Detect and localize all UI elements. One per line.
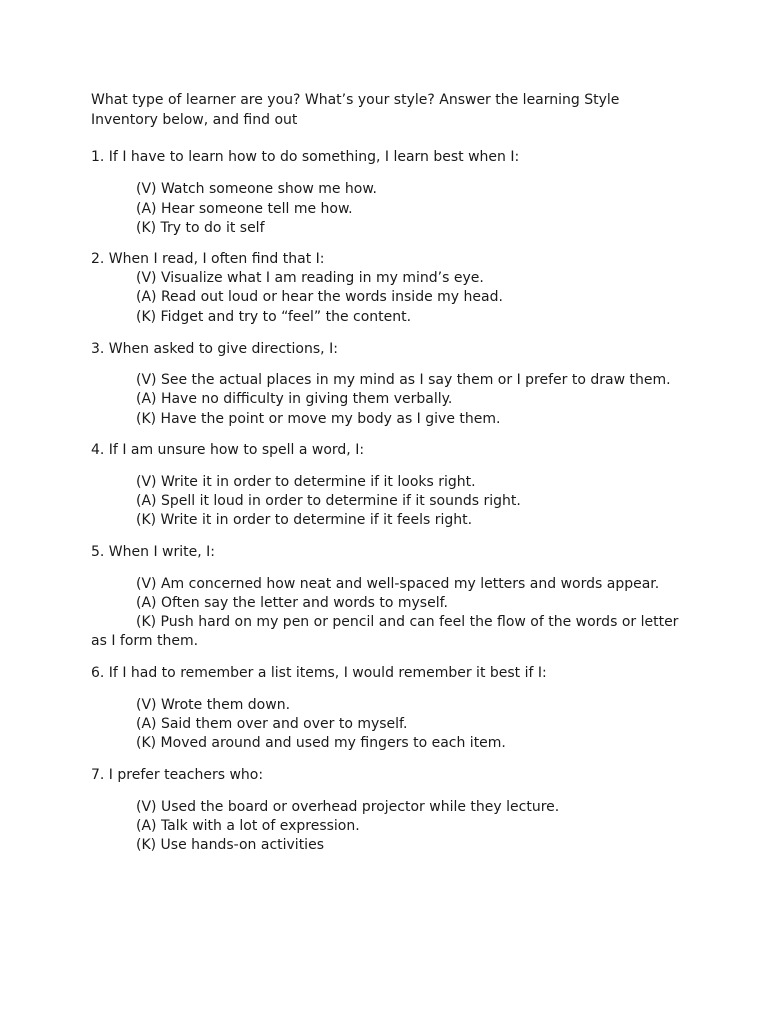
question-5-option-k-continuation: as I form them. (91, 633, 199, 649)
question-2-option-k: (K) Fidget and try to “feel” the content. (136, 309, 412, 325)
question-5-prompt: 5. When I write, I: (91, 544, 215, 560)
question-6-option-a: (A) Said them over and over to myself. (136, 716, 408, 732)
question-2-option-v: (V) Visualize what I am reading in my mind’s eye. (136, 270, 484, 286)
question-1-option-k: (K) Try to do it self (136, 220, 265, 236)
question-3-option-v: (V) See the actual places in my mind as I say them or I prefer to draw them. (136, 372, 671, 388)
question-1-option-a: (A) Hear someone tell me how. (136, 201, 353, 217)
question-4-option-v: (V) Write it in order to determine if it looks right. (136, 474, 476, 490)
question-3-option-k: (K) Have the point or move my body as I give them. (136, 411, 501, 427)
question-4-option-a: (A) Spell it loud in order to determine if it sounds right. (136, 493, 521, 509)
question-6-option-v: (V) Wrote them down. (136, 697, 291, 713)
question-6-prompt: 6. If I had to remember a list items, I would remember it best if I: (91, 665, 547, 681)
question-2-prompt: 2. When I read, I often find that I: (91, 251, 325, 267)
question-1-option-v: (V) Watch someone show me how. (136, 181, 377, 197)
intro-line-2: Inventory below, and find out (91, 112, 298, 128)
intro-line-1: What type of learner are you? What’s your style? Answer the learning Style (91, 92, 620, 108)
question-5-option-v: (V) Am concerned how neat and well-spaced my letters and words appear. (136, 576, 660, 592)
question-6-option-k: (K) Moved around and used my fingers to each item. (136, 735, 506, 751)
question-7-option-k: (K) Use hands-on activities (136, 837, 324, 853)
question-5-option-k: (K) Push hard on my pen or pencil and can feel the flow of the words or letter (136, 614, 679, 630)
question-7-option-a: (A) Talk with a lot of expression. (136, 818, 360, 834)
question-4-option-k: (K) Write it in order to determine if it feels right. (136, 512, 473, 528)
question-2-option-a: (A) Read out loud or hear the words inside my head. (136, 289, 503, 305)
question-7-prompt: 7. I prefer teachers who: (91, 767, 264, 783)
question-3-prompt: 3. When asked to give directions, I: (91, 341, 338, 357)
question-3-option-a: (A) Have no difficulty in giving them verbally. (136, 391, 453, 407)
question-7-option-v: (V) Used the board or overhead projector while they lecture. (136, 799, 560, 815)
question-5-option-a: (A) Often say the letter and words to myself. (136, 595, 448, 611)
question-1-prompt: 1. If I have to learn how to do something, I learn best when I: (91, 149, 520, 165)
question-4-prompt: 4. If I am unsure how to spell a word, I: (91, 442, 365, 458)
